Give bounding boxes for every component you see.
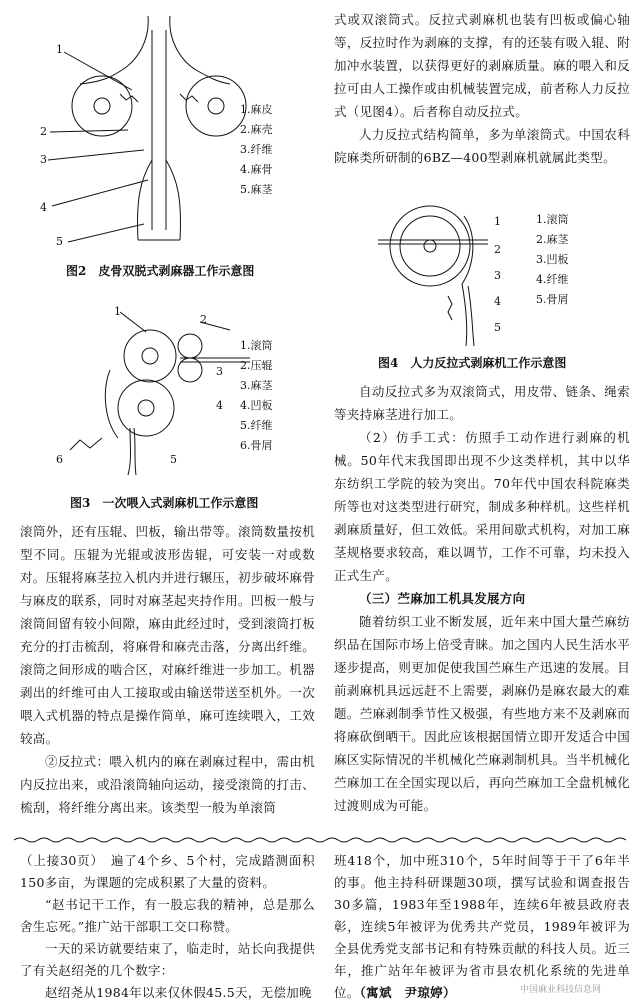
figure-2-callout-4: 4 — [40, 201, 47, 214]
figure-3-callout-1: 1 — [114, 305, 121, 318]
figure-4-callout-3: 3 — [494, 269, 501, 282]
figure-3-legend-item: 1.滚筒 — [240, 339, 273, 352]
figure-3-callout-6: 6 — [56, 453, 63, 466]
right-paragraph: 式或双滚筒式。反拉式剥麻机也装有凹板或偏心轴等，反拉时作为剥麻的支撑，有的还装有吸入辊、附加冲水装置，以获得更好的剥麻质量。麻的喂入和反拉可由人工操作或由机械装置完成，前者称人力反拉式（见图4）。后者称自动反拉式。 — [334, 12, 630, 119]
figure-3-legend — [240, 336, 273, 456]
figure-4-legend-item: 2.麻茎 — [536, 233, 569, 246]
figure-4-legend-item: 3.凹板 — [536, 253, 569, 266]
figure-4-caption: 图4 人力反拉式剥麻机工作示意图 — [378, 356, 567, 370]
figure-3 — [50, 300, 230, 480]
right-paragraph: 随着纺织工业不断发展，近年来中国大量苎麻纺织品在国际市场上倍受青睐。加之国内人民生活水平逐步提高，则更加促使我国苎麻生产迅速的发展。目前剥麻机具远远赶不上需要，剥麻仍是麻农最大的难题。苎麻剥制季节性又极强，有些地方来不及剥麻而将麻砍倒晒干。因此应该根据国情立即开发适合中国麻区实际情况的半机械化苎麻剥制机具。当半机械化苎麻加工在全国实现以后，再向苎麻加工全盘机械化过渡则成为可能。 — [334, 614, 630, 813]
author-credit: （寓斌 尹琼婷） — [359, 985, 456, 1000]
figure-2-callout-2: 2 — [40, 125, 47, 138]
right-paragraph: （2）仿手工式：仿照手工动作进行剥麻的机械。50年代末我国即出现不少这类样机，其中以华东纺织工学院的较为突出。70年代中国农科院麻类所等也对这类型进行研究，制成多种样机。这些样机剥麻质量好，但工效低。采用间歇式机构，对加工麻茎规格要求较高，难以调节，工作不可靠，均未投入正式生产。 — [334, 430, 630, 583]
figure-4-legend-item: 1.滚筒 — [536, 213, 569, 226]
figure-3-callout-2: 2 — [200, 313, 207, 326]
figure-2-diagram — [40, 10, 220, 250]
figure-3-legend-item: 5.纤维 — [240, 419, 273, 432]
figure-4-callout-4: 4 — [494, 295, 501, 308]
bottom-right-text — [334, 850, 630, 1004]
right-column-intro — [334, 8, 630, 169]
bottom-left-paragraph — [20, 850, 315, 894]
figure-4-legend — [536, 210, 569, 310]
figure-2-legend-item: 3.纤维 — [240, 143, 273, 156]
figure-2 — [40, 10, 220, 250]
figure-2-legend-item: 1.麻皮 — [240, 103, 273, 116]
bottom-right-text-run: 班418个，加中班310个，5年时间等于干了6年半的事。他主持科研课题30项，撰写试验和调查报告30多篇，1983年至1988年，连续6年被县政府表彰，连续5年被评为优秀共产党员，1989年被评为全县优秀党支部书记和有特殊贡献的科技人员。近三年，推广站年年被评为省市县农机化系统的先进单位。 — [334, 853, 630, 1000]
bottom-left-paragraph: “赵书记干工作，有一股忘我的精神，总是那么舍生忘死。”推广站干部职工交口称赞。 — [20, 897, 315, 934]
figure-4-callout-5: 5 — [494, 321, 501, 334]
figure-3-callout-4: 4 — [216, 399, 223, 412]
figure-4-legend-item: 5.骨屑 — [536, 293, 569, 306]
bottom-left-text — [20, 850, 315, 1004]
figure-3-callout-5: 5 — [170, 453, 177, 466]
figure-4-callout-1: 1 — [494, 215, 501, 228]
figure-3-caption: 图3 一次喂入式剥麻机工作示意图 — [70, 496, 259, 510]
figure-3-legend-item: 6.骨屑 — [240, 439, 273, 452]
figure-3-legend-item: 4.凹板 — [240, 399, 273, 412]
right-paragraph: 自动反拉式多为双滚筒式，用皮带、链条、绳索等夹持麻茎进行加工。 — [334, 384, 630, 422]
left-column-text — [20, 520, 315, 819]
watermark: 中国麻业科技信息网 — [520, 985, 602, 995]
figure-2-legend-item: 5.麻茎 — [240, 183, 273, 196]
section-divider — [14, 836, 626, 844]
left-paragraph: 滚筒外，还有压辊、凹板，输出带等。滚筒数量按机型不同。压辊为光辊或波形齿辊，可安装一对或数对。压辊将麻茎拉入机内并进行辗压，初步破坏麻骨与麻皮的联系，同时对麻茎起夹持作用。凹板一般与滚筒间留有较小间隙，麻由此经过时，受到滚筒打板充分的打击梳刮，将麻骨和麻壳击落，分离出纤维。滚筒之间形成的啮合区，对麻纤维进一步加工。机器剥出的纤维可由人工接取或由输送带送至机外。一次喂入式机器的特点是操作简单，麻可连续喂入，工效较高。 — [20, 524, 315, 746]
figure-4-callout-2: 2 — [494, 243, 501, 256]
section-heading: （三）苎麻加工机具发展方向 — [359, 591, 526, 606]
bottom-left-paragraph: 赵绍尧从1984年以来仅休假45.5天，无偿加晚 — [45, 985, 312, 1000]
figure-4-diagram — [378, 196, 498, 346]
bottom-left-text-run: 遍了4个乡、5个村，完成踏测面积150多亩，为课题的完成积累了大量的资料。 — [20, 853, 315, 890]
figure-3-legend-item: 2.压辊 — [240, 359, 273, 372]
figure-2-callout-3: 3 — [40, 153, 47, 166]
figure-2-legend-item: 4.麻骨 — [240, 163, 273, 176]
figure-2-callout-1: 1 — [56, 43, 63, 56]
figure-3-callout-3: 3 — [216, 365, 223, 378]
bottom-left-paragraph: 一天的采访就要结束了，临走时，站长向我提供了有关赵绍尧的几个数字： — [20, 941, 315, 978]
figure-2-callout-5: 5 — [56, 235, 63, 248]
figure-2-legend-item: 2.麻壳 — [240, 123, 273, 136]
continued-from-label: （上接30页） — [20, 853, 98, 868]
bottom-right-paragraph — [334, 850, 630, 1004]
figure-3-legend-item: 3.麻茎 — [240, 379, 273, 392]
right-column-text — [334, 380, 630, 817]
figure-2-legend — [240, 100, 273, 200]
figure-2-caption: 图2 皮骨双脱式剥麻器工作示意图 — [66, 264, 255, 278]
figure-4 — [378, 196, 498, 346]
left-paragraph: ②反拉式：喂入机内的麻在剥麻过程中，需由机内反拉出来，或沿滚筒轴向运动，接受滚筒的打击、梳刮，将纤维分离出来。该类型一般为单滚筒 — [20, 754, 315, 815]
figure-4-legend-item: 4.纤维 — [536, 273, 569, 286]
right-paragraph: 人力反拉式结构简单，多为单滚筒式。中国农科院麻类所研制的6BZ—400型剥麻机就属此类型。 — [334, 127, 630, 165]
